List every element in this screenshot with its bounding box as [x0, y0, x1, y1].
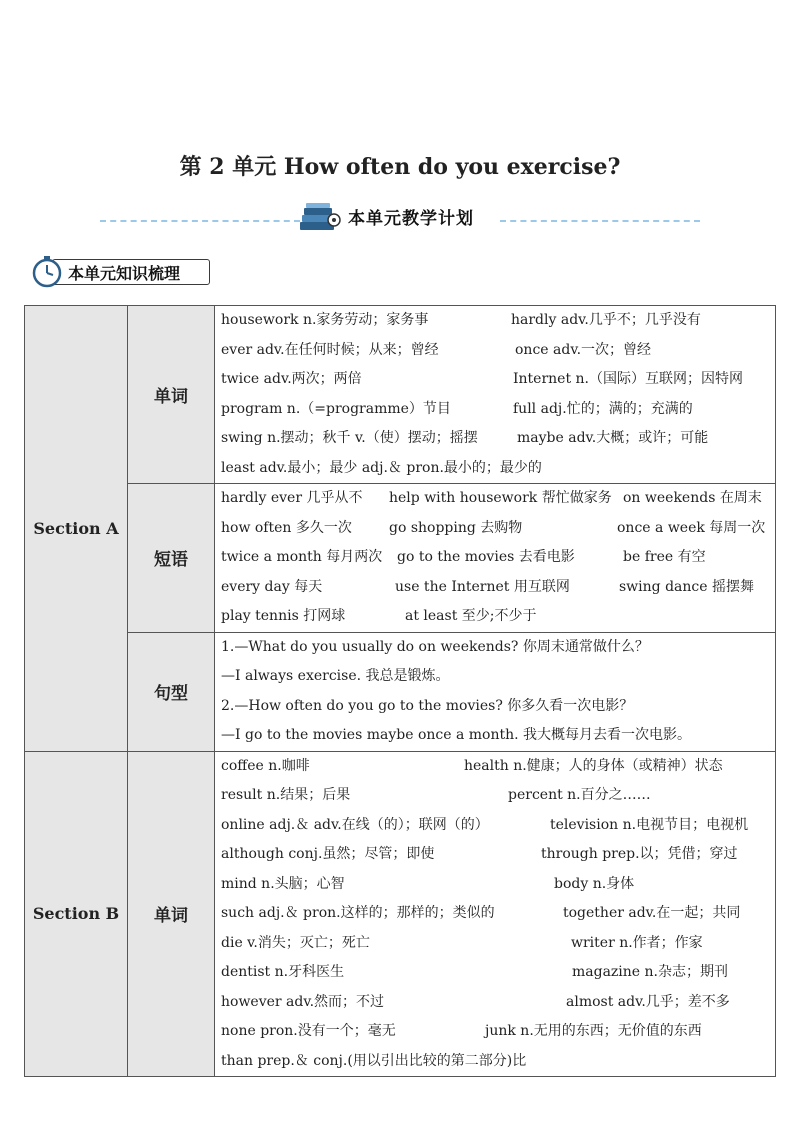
vocab-b-list	[215, 751, 776, 1077]
section-b-cell: Section B	[25, 751, 128, 1077]
section-a-cell: Section A	[25, 306, 128, 752]
entry-text: ever adv.在任何时候；从来；曾经	[221, 341, 439, 358]
entry-text: be free 有空	[623, 549, 706, 565]
entry-text: go shopping 去购物	[389, 519, 523, 536]
entry-text: although conj.虽然；尽管；即使	[221, 846, 435, 862]
knowledge-label: 本单元知识梳理	[68, 264, 181, 283]
entry-text: least adv.最小；最少 adj.＆ pron.最小的；最少的	[221, 459, 542, 476]
list-item	[221, 543, 769, 573]
table-row	[25, 484, 776, 633]
entry-text: online adj.＆ adv.在线（的）；联网（的）	[221, 816, 489, 833]
entry-text: body n.身体	[554, 875, 635, 892]
list-item	[221, 781, 769, 811]
entry-text: such adj.＆ pron.这样的；那样的；类似的	[221, 905, 495, 921]
entry-text: result n.结果；后果	[221, 787, 351, 803]
entry-text: twice a month 每月两次	[221, 549, 383, 565]
list-item	[221, 424, 769, 454]
list-item: 1.—What do you usually do on weekends? 你周末通常做什么？	[221, 638, 649, 655]
entry-text: play tennis 打网球	[221, 608, 346, 624]
entry-text: television n.电视节目；电视机	[550, 816, 749, 833]
knowledge-banner	[30, 254, 220, 288]
entry-text: maybe adv.大概；或许；可能	[517, 430, 709, 446]
page-title: 第 2 单元 How often do you exercise?	[179, 154, 621, 180]
entry-text: program n.（=programme）节目	[221, 400, 451, 417]
list-item	[221, 365, 769, 395]
list-item	[221, 336, 769, 366]
entry-text: percent n.百分之……	[508, 787, 651, 803]
table-row	[25, 306, 776, 484]
list-item	[221, 752, 769, 782]
list-item	[221, 454, 769, 484]
entry-text: coffee n.咖啡	[221, 757, 310, 774]
teaching-plan-banner	[100, 200, 700, 236]
entry-text: swing n.摆动；秋千 v.（使）摆动；摇摆	[221, 430, 478, 446]
entry-text: on weekends 在周末	[623, 490, 762, 506]
entry-text: go to the movies 去看电影	[397, 549, 575, 565]
entry-text: almost adv.几乎；差不多	[566, 993, 730, 1010]
list-item	[221, 870, 769, 900]
category-vocab-a: 单词	[128, 306, 215, 484]
list-item	[221, 395, 769, 425]
list-item	[221, 929, 769, 959]
entry-text: Internet n.（国际）互联网；因特网	[513, 371, 743, 387]
entry-text: once a week 每周一次	[617, 519, 766, 536]
phrases-a-list	[215, 484, 776, 633]
teaching-plan-label: 本单元教学计划	[348, 209, 474, 229]
list-item	[221, 811, 769, 841]
entry-text: health n.健康；人的身体（或精神）状态	[464, 757, 723, 774]
list-item	[221, 958, 769, 988]
entry-text: die v.消失；灭亡；死亡	[221, 934, 370, 951]
entry-text: however adv.然而；不过	[221, 993, 385, 1010]
list-item	[221, 306, 769, 336]
list-item	[221, 1047, 769, 1077]
entry-text: magazine n.杂志；期刊	[572, 964, 729, 980]
entry-text: every day 每天	[221, 578, 323, 595]
entry-text: hardly ever 几乎从不	[221, 490, 363, 506]
entry-text: junk n.无用的东西；无价值的东西	[485, 1023, 702, 1039]
category-sentences-a: 句型	[128, 632, 215, 751]
entry-text: twice adv.两次；两倍	[221, 371, 362, 387]
category-phrases-a: 短语	[128, 484, 215, 633]
entry-text: none pron.没有一个；毫无	[221, 1023, 396, 1039]
entry-text: at least 至少;不少于	[405, 608, 537, 624]
table-row	[25, 632, 776, 751]
banner-divider-left	[100, 220, 300, 222]
banner-divider-right	[500, 220, 700, 222]
list-item	[221, 573, 769, 603]
knowledge-table	[24, 305, 776, 1077]
sentences-a-list	[215, 632, 776, 751]
entry-text: mind n.头脑；心智	[221, 875, 345, 892]
clock-icon	[30, 254, 66, 288]
entry-text: together adv.在一起；共同	[563, 905, 741, 921]
books-icon	[298, 202, 342, 234]
entry-text: writer n.作者；作家	[571, 934, 703, 951]
list-item	[221, 1017, 769, 1047]
vocab-a-list	[215, 306, 776, 484]
entry-text: help with housework 帮忙做家务	[389, 490, 612, 506]
entry-text: through prep.以；凭借；穿过	[541, 846, 738, 862]
list-item	[221, 602, 769, 632]
entry-text: once adv.一次；曾经	[515, 341, 652, 358]
list-item	[221, 484, 769, 514]
entry-text: dentist n.牙科医生	[221, 964, 345, 980]
list-item	[221, 899, 769, 929]
entry-text: hardly adv.几乎不；几乎没有	[511, 312, 701, 328]
category-vocab-b: 单词	[128, 751, 215, 1077]
list-item	[221, 840, 769, 870]
entry-text: housework n.家务劳动；家务事	[221, 312, 429, 328]
list-item: —I go to the movies maybe once a month. 我大概每月去看一次电影。	[221, 727, 692, 743]
entry-text: full adj.忙的；满的；充满的	[513, 400, 693, 417]
list-item: —I always exercise. 我总是锻炼。	[221, 668, 450, 684]
list-item	[221, 514, 769, 544]
entry-text: swing dance 摇摆舞	[619, 578, 754, 595]
entry-text: use the Internet 用互联网	[395, 578, 570, 595]
list-item	[221, 988, 769, 1018]
entry-text: than prep.＆ conj.(用以引出比较的第二部分)比	[221, 1052, 527, 1069]
table-row	[25, 751, 776, 1077]
list-item: 2.—How often do you go to the movies? 你多久看一次电影？	[221, 697, 634, 714]
entry-text: how often 多久一次	[221, 519, 352, 536]
